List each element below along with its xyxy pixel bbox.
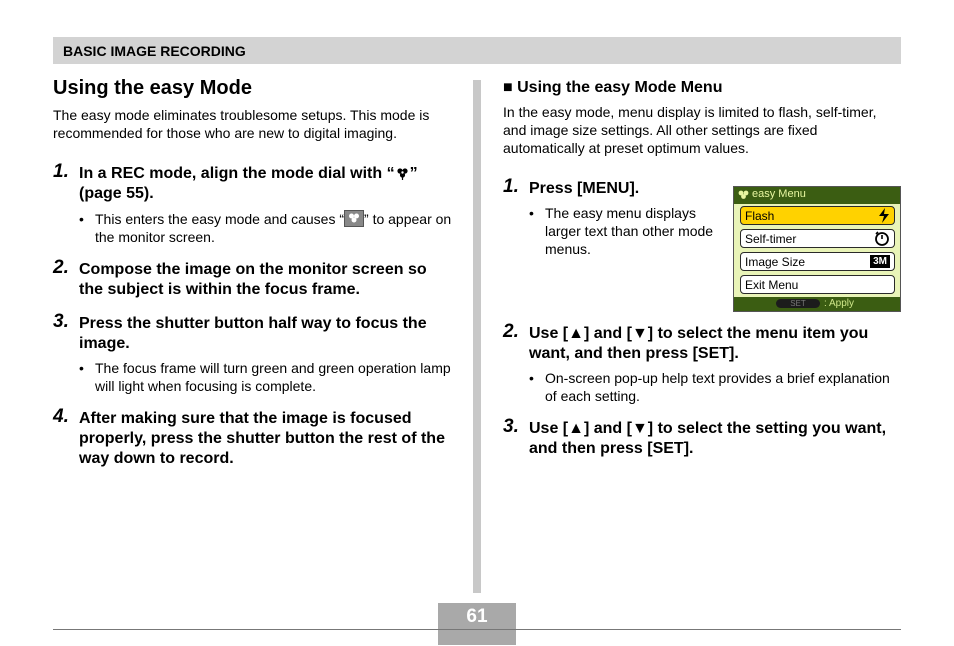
step-text: Use [▲] and [▼] to select the menu item you want, and then press [SET]. bbox=[529, 325, 869, 362]
section-header-bar bbox=[53, 37, 901, 64]
step-number: 3. bbox=[503, 416, 519, 437]
step-number: 3. bbox=[53, 311, 69, 332]
step-text: Press [MENU]. bbox=[529, 180, 640, 197]
section-header-title: BASIC IMAGE RECORDING bbox=[63, 43, 246, 59]
left-intro: The easy mode eliminates troublesome setups. This mode is recommended for those who are new to digital imaging. bbox=[53, 107, 430, 141]
lcd-item-exit-menu: Exit Menu bbox=[740, 275, 895, 294]
subsection-heading: ■ Using the easy Mode Menu bbox=[503, 79, 723, 96]
left-step-1 bbox=[53, 161, 453, 246]
step-bullet: • On-screen pop-up help text provides a brief explanation of each setting. bbox=[529, 370, 890, 404]
lcd-item-self-timer: Self-timer bbox=[740, 229, 895, 248]
right-step-2 bbox=[503, 321, 903, 405]
step-number: 2. bbox=[503, 321, 519, 342]
step-bullet: • This enters the easy mode and causes “ ” to appear on the monitor screen. bbox=[79, 211, 452, 245]
step-text: In a REC mode, align the mode dial with “ ” (page 55). bbox=[79, 165, 418, 202]
self-timer-icon bbox=[874, 231, 890, 246]
right-step-3 bbox=[503, 416, 903, 459]
apply-label: : Apply bbox=[824, 298, 855, 309]
page-number-box bbox=[438, 603, 516, 645]
step-number: 2. bbox=[53, 257, 69, 278]
lcd-title-bar bbox=[734, 187, 900, 204]
left-step-3 bbox=[53, 311, 453, 395]
left-step-2 bbox=[53, 257, 453, 300]
lcd-bottom-bar bbox=[734, 297, 900, 311]
left-column bbox=[53, 76, 453, 469]
easy-mode-screen-icon bbox=[344, 210, 364, 227]
page-title: Using the easy Mode bbox=[53, 77, 252, 99]
step-number: 1. bbox=[503, 176, 519, 197]
image-size-3m-icon: 3M bbox=[870, 255, 890, 268]
flash-icon bbox=[878, 208, 890, 223]
lcd-item-flash: Flash bbox=[740, 206, 895, 225]
set-button-pill: SET bbox=[776, 299, 820, 308]
step-bullet: • The focus frame will turn green and green operation lamp will light when focusing is complete. bbox=[79, 360, 451, 394]
page-number: 61 bbox=[466, 606, 488, 627]
left-step-4 bbox=[53, 406, 453, 469]
step-text: Use [▲] and [▼] to select the setting you want, and then press [SET]. bbox=[529, 420, 887, 457]
lcd-easy-menu-screen bbox=[733, 186, 901, 312]
step-bullet: • The easy menu displays larger text than other mode menus. bbox=[529, 205, 714, 257]
lcd-item-image-size: Image Size 3M bbox=[740, 252, 895, 271]
step-text: Press the shutter button half way to focus the image. bbox=[79, 315, 427, 352]
step-text: After making sure that the image is focused properly, press the shutter button the rest of the way down to record. bbox=[79, 410, 445, 467]
step-number: 4. bbox=[53, 406, 69, 427]
lcd-title: easy Menu bbox=[752, 188, 806, 200]
column-divider bbox=[473, 80, 481, 593]
right-step-1 bbox=[503, 176, 729, 258]
easy-mode-flower-icon bbox=[395, 167, 410, 180]
easy-mode-flower-icon bbox=[737, 189, 750, 201]
step-text: Compose the image on the monitor screen so the subject is within the focus frame. bbox=[79, 261, 427, 298]
right-intro: In the easy mode, menu display is limited to flash, self-timer, and image size settings. All other settings are fixed automatically at preset optimum values. bbox=[503, 104, 877, 156]
step-number: 1. bbox=[53, 161, 69, 182]
